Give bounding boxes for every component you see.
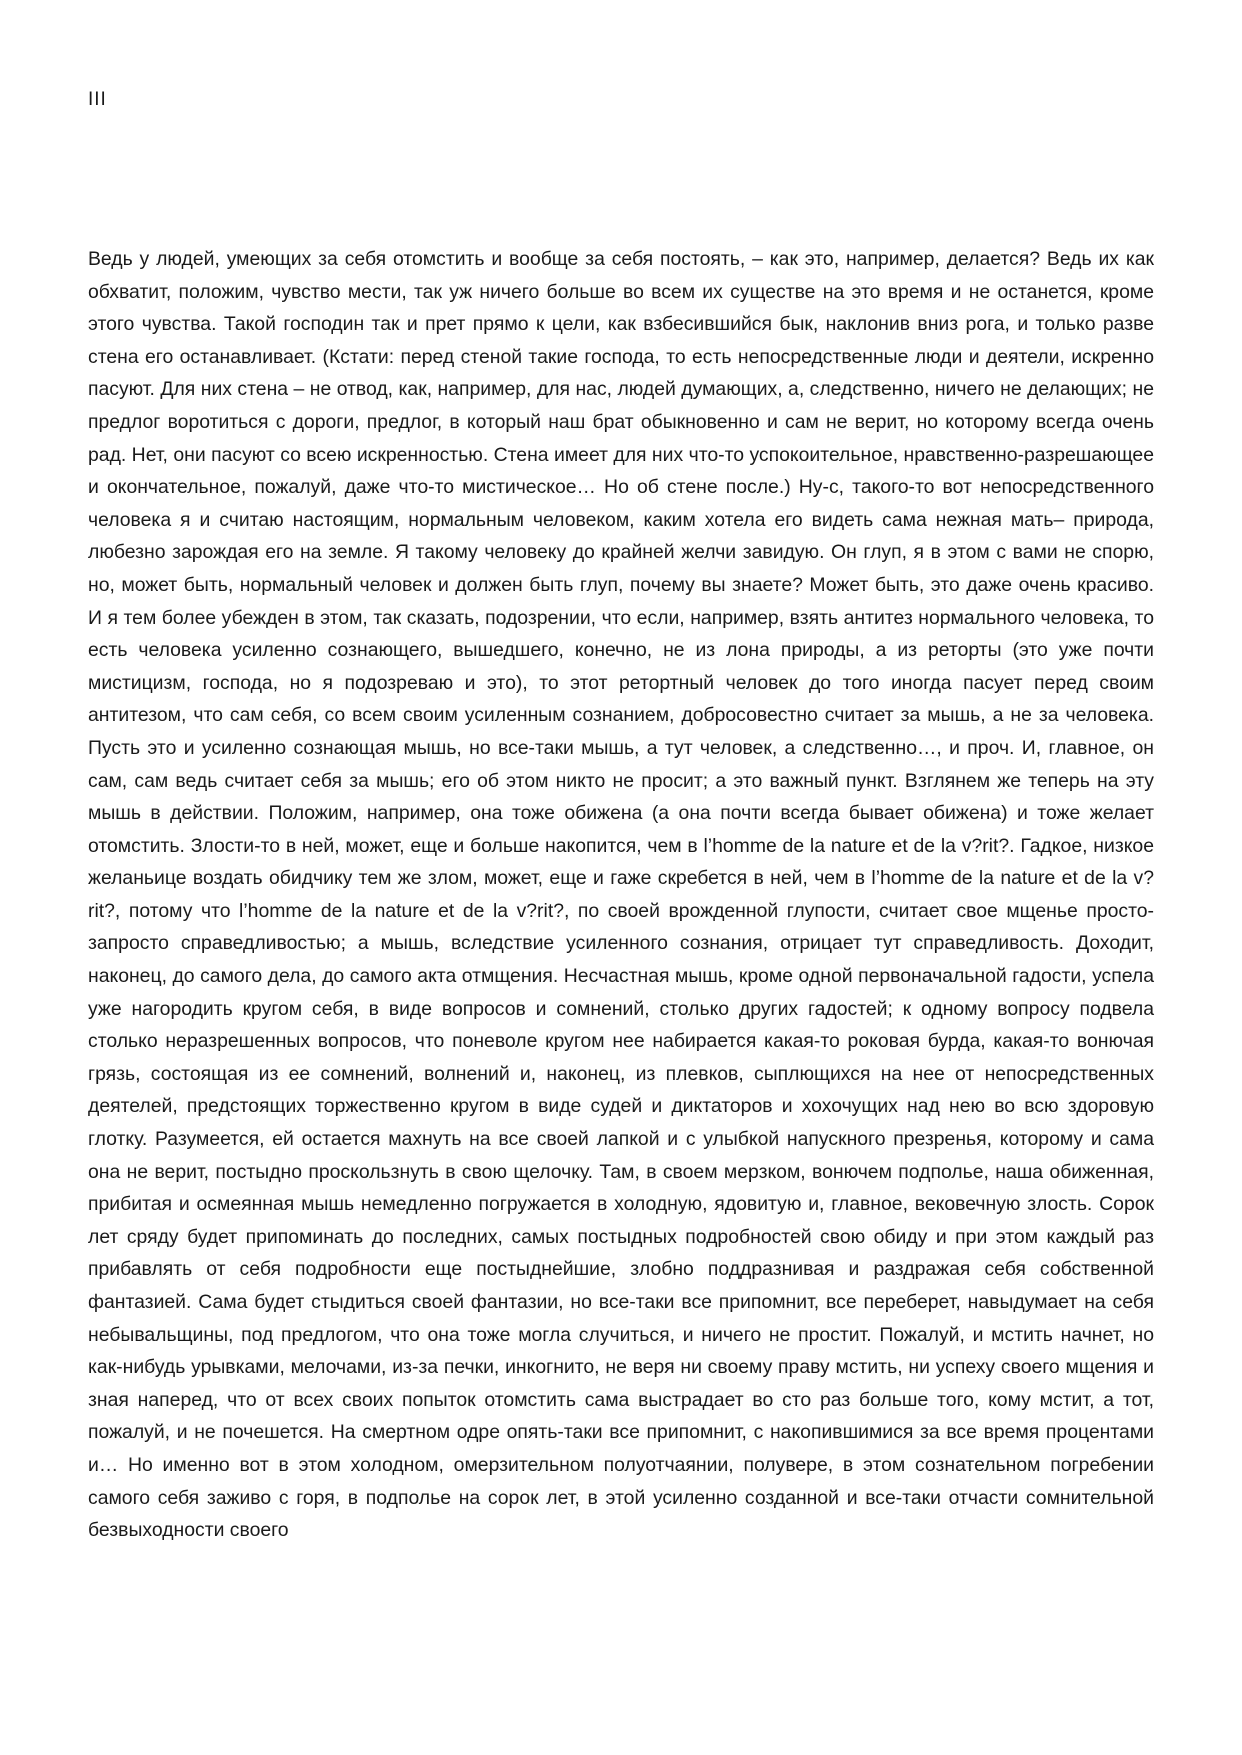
body-paragraph: Ведь у людей, умеющих за себя отомстить и вообще за себя постоять, – как это, например, делается? Ведь их как обхватит, положим, чувство мести, так уж ничего больше во всем их существе на это время и не останется, кроме этого чувства. Такой господин так и прет прямо к цели, как взбесившийся бык, наклонив вниз рога, и только разве стена его останавливает. (Кстати: перед стеной такие господа, то есть непосредственные люди и деятели, искренно пасуют. Для них стена – не отвод, как, например, для нас, людей думающих, а, следственно, ничего не делающих; не предлог воротиться с дороги, предлог, в который наш брат обыкновенно и сам не верит, но которому всегда очень рад. Нет, они пасуют со всею искренностью. Стена имеет для них что-то успокоительное, нравственно-разрешающее и окончательное, пожалуй, даже что-то мистическое… Но об стене после.) Ну-с, такого-то вот непосредственного человека я и считаю настоящим, нормальным человеком, каким хотела его видеть сама нежная мать– природа, любезно зарождая его на земле. Я такому человеку до крайней желчи завидую. Он глуп, я в этом с вами не спорю, но, может быть, нормальный человек и должен быть глуп, почему вы знаете? Может быть, это даже очень красиво. И я тем более убежден в этом, так сказать, подозрении, что если, например, взять антитез нормального человека, то есть человека усиленно сознающего, вышедшего, конечно, не из лона природы, а из реторты (это уже почти мистицизм, господа, но я подозреваю и это), то этот ретортный человек до того иногда пасует перед своим антитезом, что сам себя, со всем своим усиленным сознанием, добросовестно считает за мышь, а не за человека. Пусть это и усиленно сознающая мышь, но все-таки мышь, а тут человек, а следственно…, и проч. И, главное, он сам, сам ведь считает себя за мышь; его об этом никто не просит; а это важный пункт. Взглянем же теперь на эту мышь в действии. Положим, например, она тоже обижена (а она почти всегда бывает обижена) и тоже желает отомстить. Злости-то в ней, может, еще и больше накопится, чем в l’homme de la nature et de la v?rit?. Гадкое, низкое желаньице воздать обидчику тем же злом, может, еще и гаже скребется в ней, чем в l’homme de la nature et de la v?rit?, потому что l’homme de la nature et de la v?rit?, по своей врожденной глупости, считает свое мщенье просто-запросто справедливостью; а мышь, вследствие усиленного сознания, отрицает тут справедливость. Доходит, наконец, до самого дела, до самого акта отмщения. Несчастная мышь, кроме одной первоначальной гадости, успела уже нагородить кругом себя, в виде вопросов и сомнений, столько других гадостей; к одному вопросу подвела столько неразрешенных вопросов, что поневоле кругом нее набирается какая-то роковая бурда, какая-то вонючая грязь, состоящая из ее сомнений, волнений и, наконец, из плевков, сыплющихся на нее от непосредственных деятелей, предстоящих торжественно кругом в виде судей и диктаторов и хохочущих над нею во всю здоровую глотку. Разумеется, ей остается махнуть на все своей лапкой и с улыбкой напускного презренья, которому и сама она не верит, постыдно проскользнуть в свою щелочку. Там, в своем мерзком, вонючем подполье, наша обиженная, прибитая и осмеянная мышь немедленно погружается в холодную, ядовитую и, главное, вековечную злость. Сорок лет сряду будет припоминать до последних, самых постыдных подробностей свою обиду и при этом каждый раз прибавлять от себя подробности еще постыднейшие, злобно поддразнивая и раздражая себя собственной фантазией. Сама будет стыдиться своей фантазии, но все-таки все припомнит, все переберет, навыдумает на себя небывальщины, под предлогом, что она тоже могла случиться, и ничего не простит. Пожалуй, и мстить начнет, но как-нибудь урывками, мелочами, из-за печки, инкогнито, не веря ни своему праву мстить, ни успеху своего мщения и зная наперед, что от всех своих попыток отомстить сама выстрадает во сто раз больше того, кому мстит, а тот, пожалуй, и не почешется. На смертном одре опять-таки все припомнит, с накопившимися за все время процентами и… Но именно вот в этом холодном, омерзительном полуотчаянии, полувере, в этом сознательном погребении самого себя заживо с горя, в подполье на сорок лет, в этой усиленно созданной и все-таки отчасти сомнительной безвыходности своего xyxy=(88,248,1154,1542)
chapter-number: III xyxy=(88,89,107,110)
